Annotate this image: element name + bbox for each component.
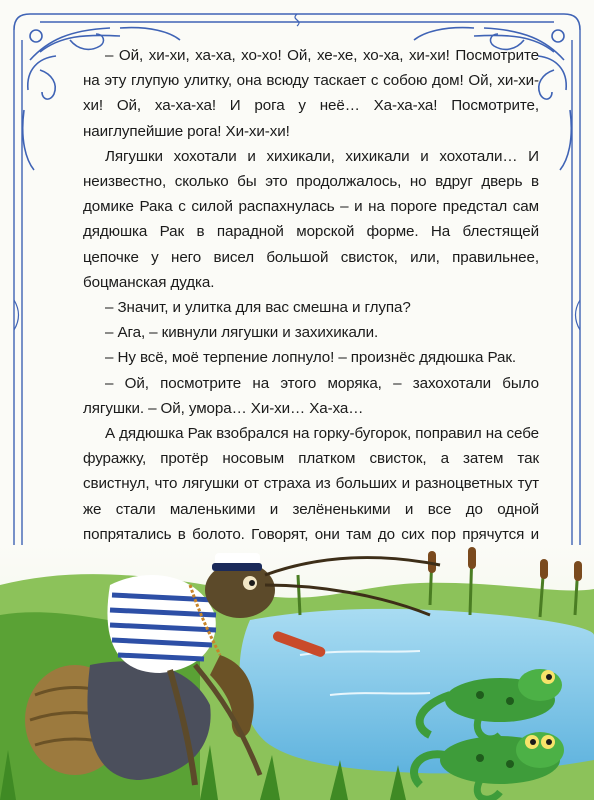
- story-illustration: [0, 545, 594, 800]
- paragraph-crayfish-appears: Лягушки хохотали и хихикали, хихикали и хохотали… И неизвестно, сколько бы это продолжалось, но вдруг дверь в домике Рака с силой распахнулась – и на пороге предстал сам дядюшка Рак в парадной морской форме. На блестящей цепочке у него висел большой свисток, или, правильнее, боцманская дудка.: [83, 147, 539, 291]
- story-text: [83, 43, 539, 623]
- paragraph-frogs-answer: – Ага, – кивнули лягушки и захихикали.: [105, 324, 379, 342]
- paragraph-question: – Значит, и улитка для вас смешна и глупа?: [105, 299, 411, 317]
- paragraph-whistle-ending: А дядюшка Рак взобрался на горку-бугорок, поправил на себе фуражку, протёр носовым платком свисток, а затем так свистнул, что лягушки от страха из больших и разноцветных тут же стали маленькими и зелёненькими и все до одной попрятались в болото. Говорят, они там до сих пор прячутся и: [83, 425, 539, 543]
- paragraph-patience: – Ну всё, моё терпение лопнуло! – произнёс дядюшка Рак.: [105, 349, 517, 367]
- paragraph-sailor-laugh: – Ой, посмотрите на этого моряка, – захохотали было лягушки. – Ой, умора… Хи-хи… Ха-ха…: [83, 374, 539, 417]
- paragraph-frogs-laughing: – Ой, хи-хи, ха-ха, хо-хо! Ой, хе-хе, хо-ха, хи-хи! Посмотрите на эту глупую улитку, она всюду таскает с собою дом! Ой, хи-хи-хи! Ой, ха-ха-ха! И рога у неё… Ха-ха-ха! Посмотрите, наиглупейшие рога! Хи-хи-хи!: [83, 47, 539, 140]
